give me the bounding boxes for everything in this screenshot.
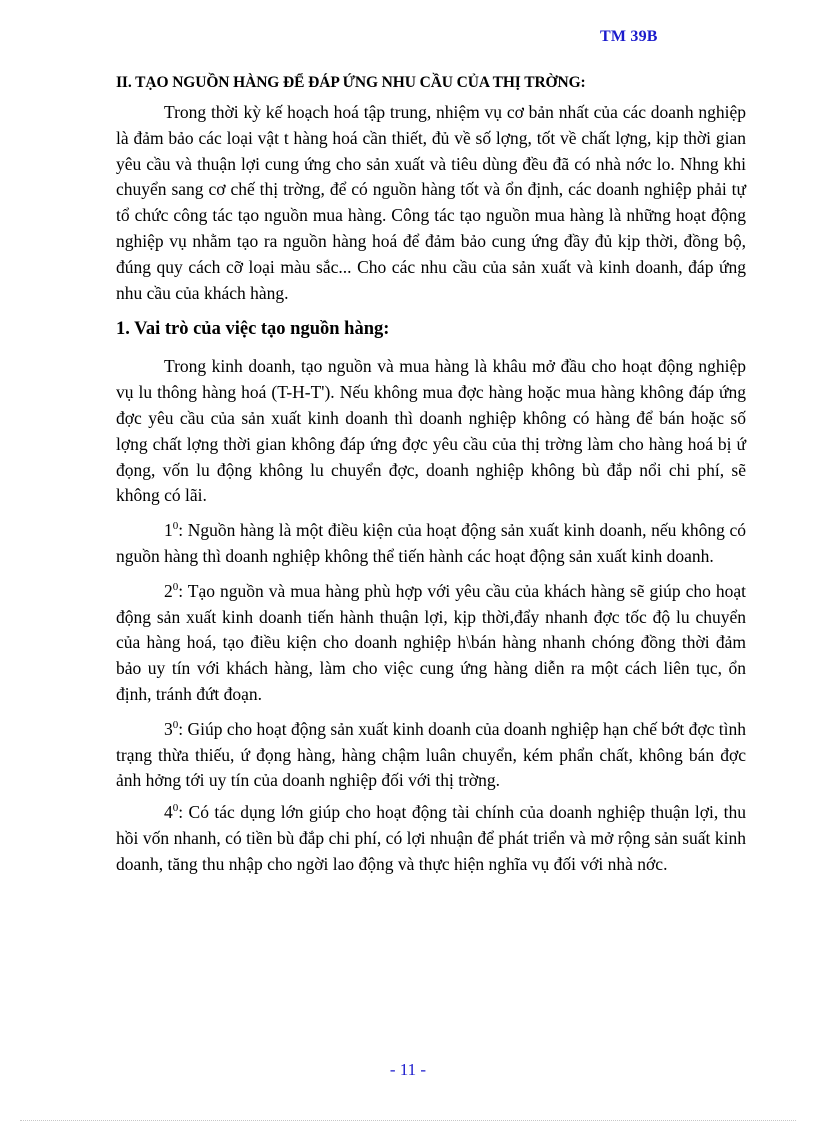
item-number: 3 [164,718,173,739]
list-item [116,800,746,877]
item-superscript: 0 [172,520,179,533]
item-text: : Tạo nguồn và mua hàng phù hợp với yêu cầu của khách hàng sẽ giúp cho hoạt động sản xuất kinh doanh tiến hành thuận lợi, kịp thời,đẩy nhanh đợc tốc độ lu chuyển của hàng hoá, tạo điều kiện cho doanh nghiệp h\bán hàng nhanh chóng đồng thời đảm bảo uy tín với khách hàng, làm cho việc cung ứng hàng diễn ra một cách liên tục, ổn định, tránh đứt đoạn. [116,580,746,704]
list-item [116,717,746,794]
item-number: 2 [164,580,173,601]
item-text: : Giúp cho hoạt động sản xuất kinh doanh của doanh nghiệp hạn chế bớt đợc tình trạng thừa thiếu, ứ đọng hàng, hàng chậm luân chuyển, kém phẩn chất, không bán đợc ảnh hởng tới uy tín của doanh nghiệp đối với thị trờng. [116,718,746,791]
role-paragraph: Trong kinh doanh, tạo nguồn và mua hàng là khâu mở đầu cho hoạt động nghiệp vụ lu thông hàng hoá (T-H-T'). Nếu không mua đợc hàng hoặc mua hàng không đáp ứng đợc yêu cầu của sản xuất kinh doanh thì doanh nghiệp không có hàng để bán hoặc số lợng chất lợng thời gian không đáp ứng đợc yêu cầu của thị trờng làm cho hàng hoá bị ứ đọng, vốn lu động không lu chuyển đợc, doanh nghiệp không bù đắp nổi chi phí, sẽ không có lãi. [116,356,746,506]
page-body [116,70,746,878]
item-superscript: 0 [172,580,179,593]
subsection-heading: 1. Vai trò của việc tạo nguồn hàng: [116,319,390,340]
page-bottom-divider [20,1120,796,1121]
intro-paragraph: Trong thời kỳ kế hoạch hoá tập trung, nhiệm vụ cơ bản nhất của các doanh nghiệp là đảm bảo các loại vật t hàng hoá cần thiết, đủ về số lợng, tốt về chất lợng, kịp thời gian yêu cầu và thuận lợi cung ứng cho sản xuất và tiêu dùng đều đã có nhà nớc lo. Nhng khi chuyển sang cơ chế thị trờng, để có nguồn hàng tốt và ổn định, các doanh nghiệp phải tự tổ chức công tác tạo nguồn mua hàng. Công tác tạo nguồn mua hàng là những hoạt động nghiệp vụ nhằm tạo ra nguồn hàng hoá để đảm bảo cung ứng đầy đủ kịp thời, đồng bộ, đúng quy cách cỡ loại màu sắc... Cho các nhu cầu của sản xuất và kinh doanh, đáp ứng nhu cầu của khách hàng. [116,102,746,303]
list-item [116,579,746,708]
item-text: : Có tác dụng lớn giúp cho hoạt động tài chính của doanh nghiệp thuận lợi, thu hồi vốn nhanh, có tiền bù đắp chi phí, có lợi nhuận để phát triển và mở rộng sản suất kinh doanh, tăng thu nhập cho ngời lao động và thực hiện nghĩa vụ đối với nhà nớc. [116,802,746,874]
item-number: 4 [164,802,173,823]
item-superscript: 0 [172,718,179,731]
item-text: : Nguồn hàng là một điều kiện của hoạt động sản xuất kinh doanh, nếu không có nguồn hàng thì doanh nghiệp không thể tiến hành các hoạt động sản xuất kinh doanh. [116,520,746,566]
list-item [116,518,746,570]
page-number: - 11 - [389,1060,427,1079]
item-number: 1 [164,520,173,541]
item-superscript: 0 [172,802,179,815]
document-code: TM 39B [600,28,658,45]
section-heading: II. TẠO NGUỒN HÀNG ĐỂ ĐÁP ỨNG NHU CẦU CỦA THỊ TRỜNG: [116,74,586,91]
